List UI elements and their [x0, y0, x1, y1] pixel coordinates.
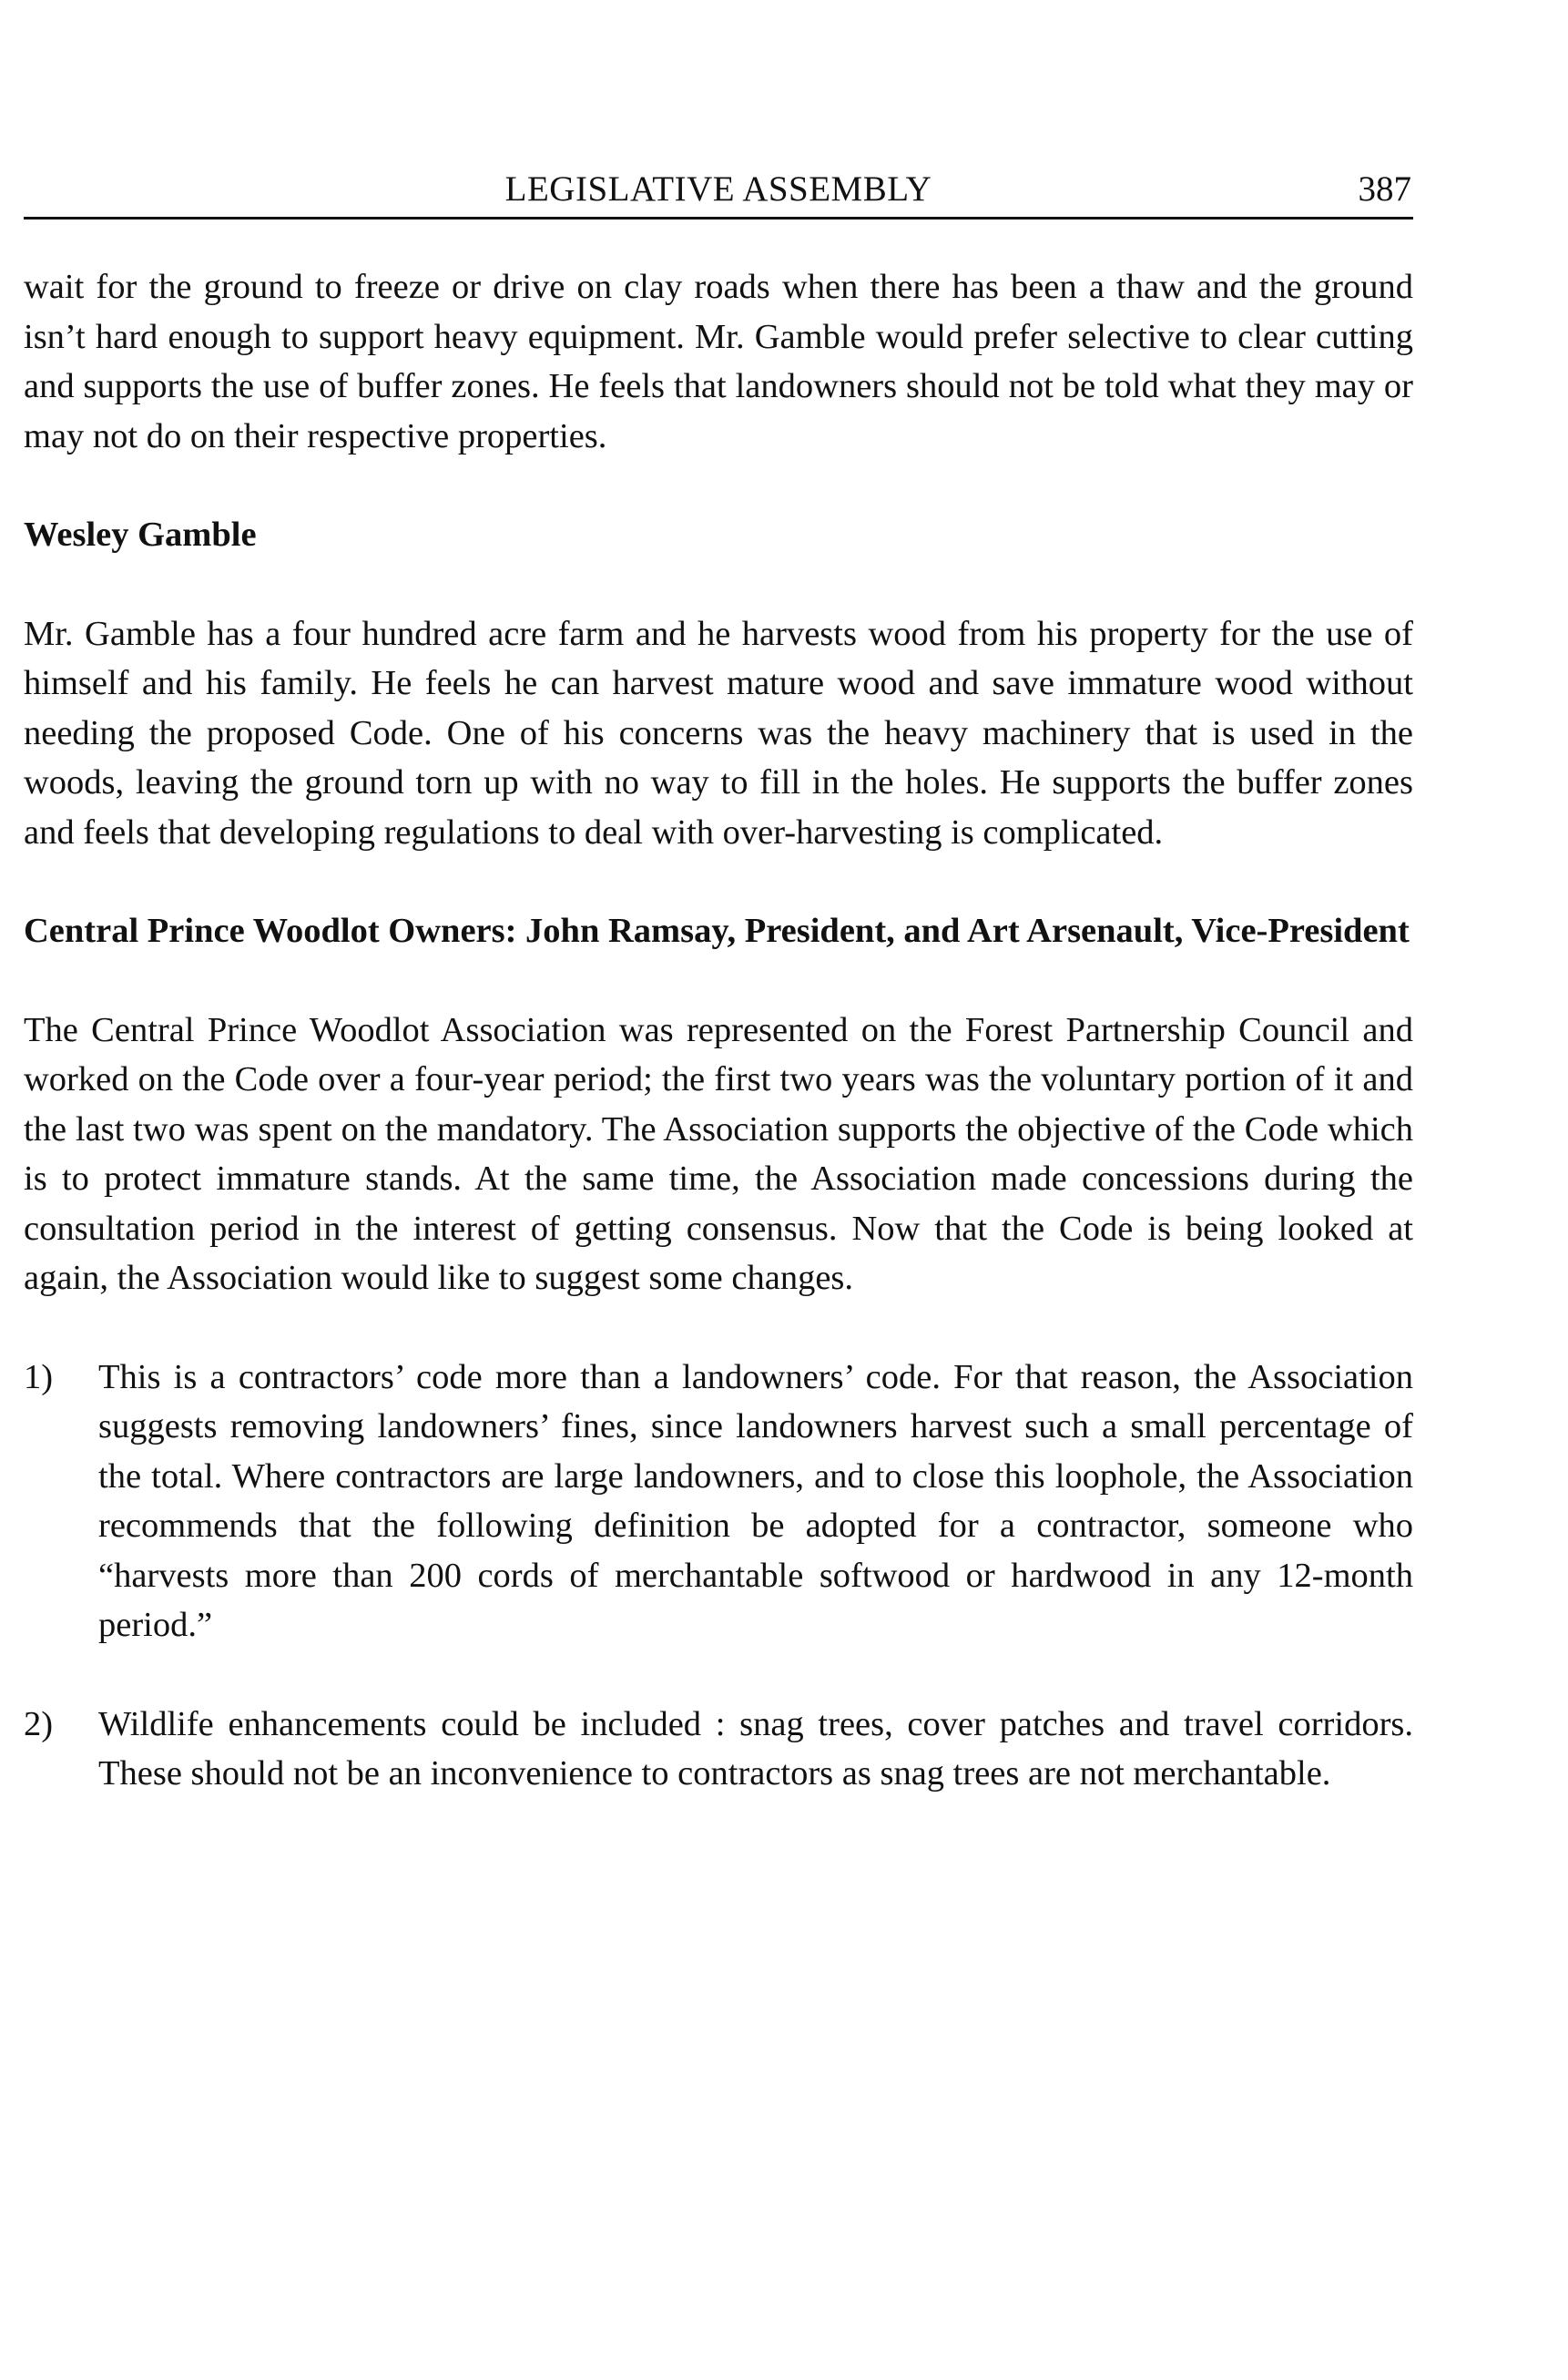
running-header: [24, 166, 1413, 220]
list-item: [24, 1700, 1413, 1799]
page-number: 387: [1358, 169, 1411, 209]
recommendations-list: [24, 1353, 1413, 1799]
paragraph-central-prince-association: The Central Prince Woodlot Association was represented on the Forest Partnership Council and worked on the Code over a four-year period; the first two years was the voluntary portion of it and the last two was spent on the mandatory. The Association supports the objective of the Code which is to protect immature stands. At the same time, the Association made concessions during the consultation period in the interest of getting consensus. Now that the Code is being looked at again, the Association would like to suggest some changes.: [24, 1010, 1413, 1297]
paragraph-gamble-continued: wait for the ground to freeze or drive on clay roads when there has been a thaw and the ground isn’t hard enough to support heavy equipment. Mr. Gamble would prefer selective to clear cutting and supports the use of buffer zones. He feels that landowners should not be told what they may or may not do on their respective properties.: [24, 268, 1413, 455]
document-body: [24, 262, 1413, 1848]
list-item: [24, 1353, 1413, 1650]
list-item-text: Wildlife enhancements could be included : snag trees, cover patches and travel corridors. These should not be an inconvenience to contractors as snag trees are not merchantable.: [98, 1704, 1413, 1793]
list-item-text: This is a contractors’ code more than a landowners’ code. For that reason, the Association suggests removing landowners’ fines, since landowners harvest such a small percentage of the total. Where contractors are large landowners, and to close this loophole, the Association recommends that the following definition be adopted for a contractor, someone who “harvests more than 200 cords of merchantable softwood or hardwood in any 12-month period.”: [98, 1357, 1413, 1644]
heading-central-prince-woodlot: Central Prince Woodlot Owners: John Ramsay, President, and Art Arsenault, Vice-President: [24, 912, 1410, 950]
heading-wesley-gamble: Wesley Gamble: [24, 516, 257, 554]
list-item-number: 2): [24, 1704, 54, 1743]
paragraph-wesley-gamble: Mr. Gamble has a four hundred acre farm and he harvests wood from his property for the use of himself and his family. He feels he can harvest mature wood and save immature wood without needing the proposed Code. One of his concerns was the heavy machinery that is used in the woods, leaving the ground torn up with no way to fill in the holes. He supports the buffer zones and feels that developing regulations to deal with over-harvesting is complicated.: [24, 614, 1413, 852]
list-item-number: 1): [24, 1357, 54, 1396]
running-title: LEGISLATIVE ASSEMBLY: [504, 169, 932, 209]
